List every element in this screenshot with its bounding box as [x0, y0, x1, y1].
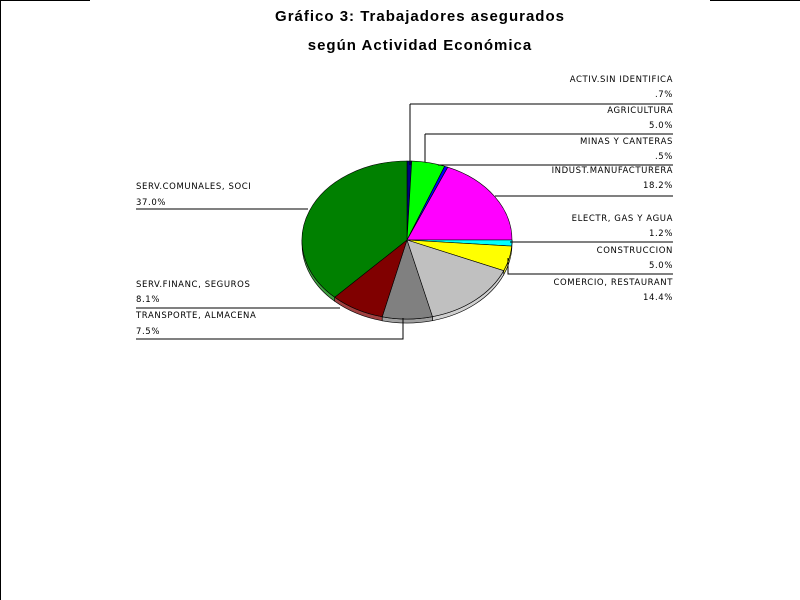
- slice-label: INDUST.MANUFACTURERA: [551, 166, 673, 176]
- slice-value-label: 18.2%: [642, 181, 673, 191]
- slice-value-label: 8.1%: [136, 295, 160, 305]
- chart-subtitle: según Actividad Económica: [307, 37, 533, 54]
- leader-line: [136, 318, 403, 339]
- slice-value-label: 5.0%: [649, 121, 673, 131]
- slice-label: ACTIV.SIN IDENTIFICA: [569, 75, 673, 85]
- slice-label: SERV.COMUNALES, SOCI: [136, 182, 252, 192]
- slice-label: SERV.FINANC, SEGUROS: [136, 280, 251, 290]
- slice-value-label: 1.2%: [649, 229, 673, 239]
- slice-value-label: 37.0%: [136, 198, 167, 208]
- slice-label: AGRICULTURA: [607, 106, 673, 116]
- slice-value-label: .7%: [655, 90, 673, 100]
- slice-label: COMERCIO, RESTAURANT: [553, 278, 673, 288]
- slice-label: ELECTR, GAS Y AGUA: [571, 214, 673, 224]
- chart-title: Gráfico 3: Trabajadores asegurados: [275, 8, 565, 25]
- slice-label: CONSTRUCCION: [596, 246, 673, 256]
- slice-value-label: 5.0%: [649, 261, 673, 271]
- slice-value-label: .5%: [655, 152, 673, 162]
- slice-value-label: 7.5%: [136, 327, 160, 337]
- slice-label: TRANSPORTE, ALMACENA: [136, 311, 257, 321]
- slice-value-label: 14.4%: [642, 293, 673, 303]
- slice-label: MINAS Y CANTERAS: [579, 137, 673, 147]
